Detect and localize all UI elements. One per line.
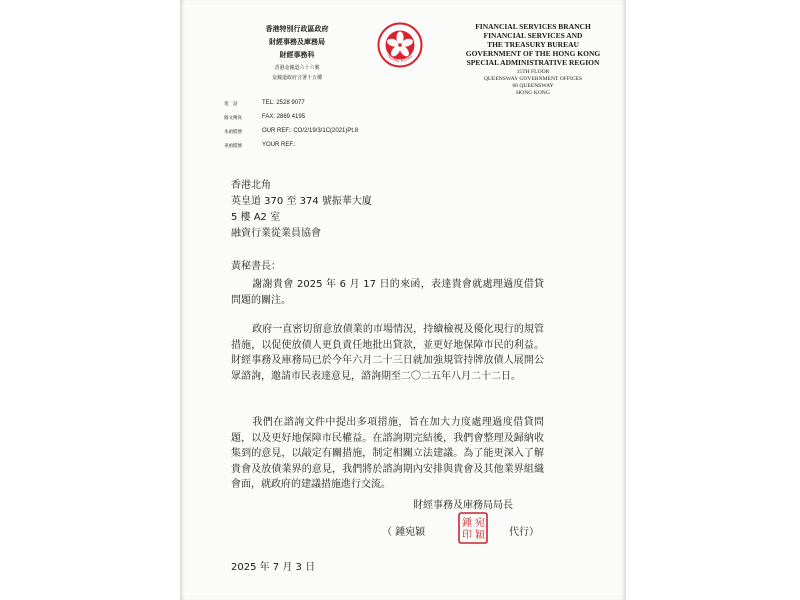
- signatory-seal-icon: [458, 512, 488, 544]
- body-paragraph-text: 政府一直密切留意放債業的市場情況，持續檢視及優化現行的規管措施，以促使放債人更負責任地批出貸款，並更好地保障市民的利益。財經事務及庫務局已於今年六月二十三日就加強規管持牌放債人展開公眾諮詢，邀請市民表達意見，諮詢期至二〇二五年八月二十二日。: [231, 324, 544, 382]
- ref-label-your-ref: 來函檔號: [224, 144, 242, 149]
- letterhead-en-address: HONG KONG: [516, 90, 550, 96]
- letterhead-zh-line: 財經事務科: [279, 51, 315, 59]
- signatory-suffix: 代行）: [509, 527, 539, 538]
- recipient-line: 融資行業從業員協會: [231, 228, 321, 239]
- letterhead-en-line: THE TREASURY BUREAU: [487, 40, 579, 49]
- body-paragraph-text: 我們在諮詢文件中提出多項措施，旨在加大力度處理過度借貸問題，以及更好地保障市民權益。在諮詢期完結後，我們會整理及歸納收集到的意見，以敲定有關措施，制定相關立法建議。為了能更深入了解貴會及放債業界的意見，我們將於諮詢期內安排與貴會及其他業界組織會面，就政府的建議措施進行交流。: [231, 417, 544, 491]
- svg-text:宛: 宛: [475, 518, 485, 529]
- letterhead-zh-address: 香港金鐘道六十六號: [274, 65, 320, 71]
- salutation: 黃秘書長：: [231, 261, 281, 272]
- ref-value-tel: TEL: 2528 9077: [262, 100, 305, 106]
- letter-date: 2025 年 7 月 3 日: [231, 562, 316, 573]
- letterhead-zh-line: 財經事務及庫務局: [269, 38, 325, 46]
- svg-text:鍾: 鍾: [462, 518, 472, 529]
- emblem-text: HONG KONG: [386, 53, 414, 64]
- body-paragraph: [231, 322, 544, 384]
- signature-title: 財經事務及庫務局局長: [413, 500, 513, 511]
- svg-text:印: 印: [462, 530, 472, 541]
- letterhead-zh-line: 香港特別行政區政府: [265, 25, 329, 33]
- ref-label-our-ref: 本函檔號: [224, 130, 242, 135]
- letterhead-en-address: 15TH FLOOR: [516, 69, 550, 75]
- ref-value-our-ref: OUR REF.: CO/2/19/3/1C(2021)Pt.8: [262, 128, 359, 134]
- ref-value-fax: FAX: 2869 4195: [262, 114, 306, 120]
- letterhead-en-line: SPECIAL ADMINISTRATIVE REGION: [466, 58, 600, 67]
- letterhead-zh-address: 金鐘道政府合署十五樓: [271, 75, 322, 81]
- letterhead-en-line: GOVERNMENT OF THE HONG KONG: [465, 49, 601, 58]
- svg-text:穎: 穎: [475, 530, 485, 541]
- body-paragraph: [231, 415, 544, 493]
- recipient-line: 5 樓 A2 室: [231, 212, 281, 223]
- letterhead-en-address: QUEENSWAY GOVERNMENT OFFICES: [483, 76, 583, 82]
- letterhead-en-line: FINANCIAL SERVICES AND: [483, 31, 583, 40]
- ref-label-tel: 電 話: [224, 102, 238, 107]
- ref-value-your-ref: YOUR REF.:: [262, 142, 296, 148]
- recipient-line: 香港北角: [231, 180, 271, 191]
- body-paragraph-text: 謝謝貴會 2025 年 6 月 17 日的來函，表達貴會就處理過度借貸問題的關注。: [231, 279, 544, 306]
- bauhinia-emblem-icon: [377, 22, 423, 68]
- body-paragraph: [231, 277, 544, 308]
- signatory-prefix: （ 鍾宛穎: [382, 527, 426, 538]
- letterhead-en-address: 66 QUEENSWAY: [512, 83, 554, 89]
- recipient-line: 英皇道 370 至 374 號振華大廈: [231, 196, 372, 207]
- letterhead-en-line: FINANCIAL SERVICES BRANCH: [475, 22, 591, 31]
- ref-label-fax: 圖文傳真: [224, 116, 242, 121]
